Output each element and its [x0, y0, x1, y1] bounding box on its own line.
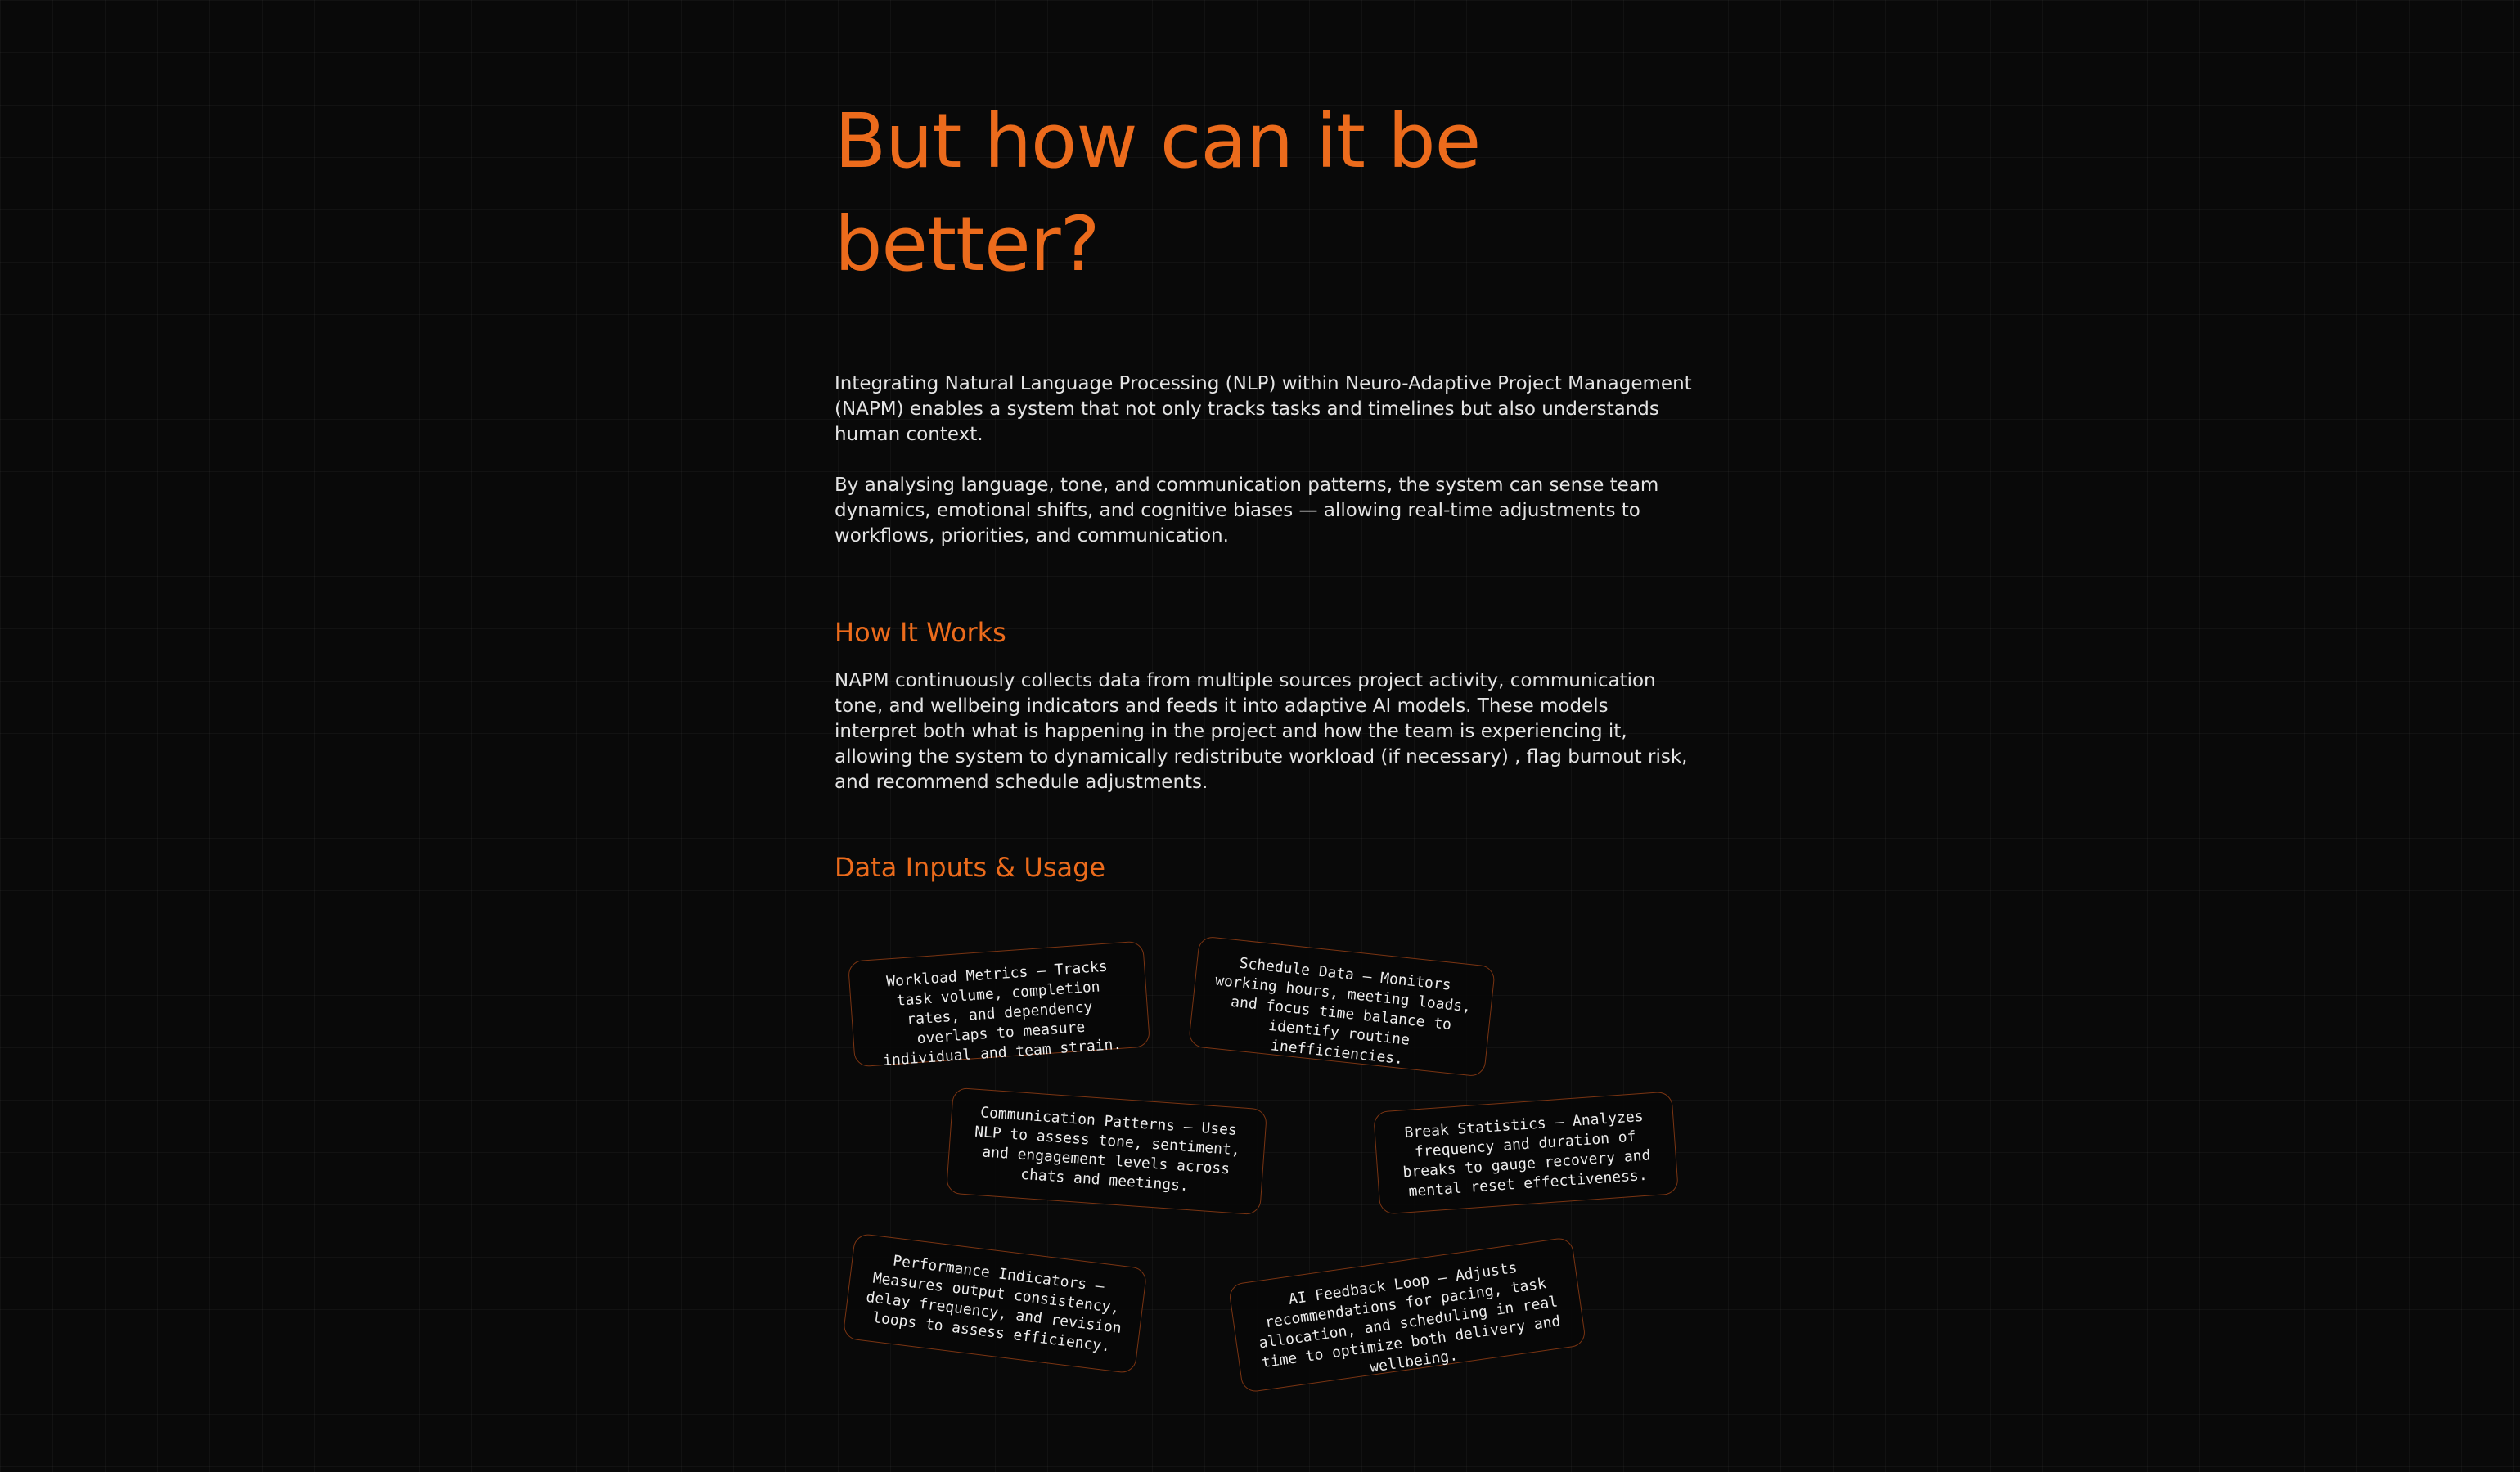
performance-indicators-card: Performance Indicators – Measures output consistency, delay frequency, and revision loops to assess efficiency. [842, 1233, 1147, 1375]
workload-metrics-card: Workload Metrics – Tracks task volume, completion rates, and dependency overlaps to measure individual and team strain. [848, 941, 1150, 1068]
schedule-data-card: Schedule Data – Monitors working hours, meeting loads, and focus time balance to identify routine inefficiencies. [1188, 935, 1496, 1077]
ai-feedback-loop-card: AI Feedback Loop – Adjusts recommendations for pacing, task allocation, and scheduling in real time to optimize both delivery and wellbeing. [1228, 1236, 1587, 1393]
intro-paragraph-2: By analysing language, tone, and communication patterns, the system can sense team dynamics, emotional shifts, and cognitive biases — allowing real-time adjustments to workflows, priorities, and communication. [835, 475, 1659, 547]
intro-paragraph-1: Integrating Natural Language Processing (NLP) within Neuro-Adaptive Project Management (NAPM) enables a system that not only tracks tasks and timelines but also understands human context. [835, 373, 1692, 445]
break-statistics-card: Break Statistics – Analyzes frequency and duration of breaks to gauge recovery and mental reset effectiveness. [1373, 1091, 1679, 1214]
how-it-works-body: NAPM continuously collects data from multiple sources project activity, communication tone, and wellbeing indicators and feeds it into adaptive AI models. These models interpret both what is happening in the project and how the team is experiencing it, allowing the system to dynamically redistribute workload (if necessary) , flag burnout risk, and recommend schedule adjustments. [835, 670, 1688, 793]
main-content [835, 90, 1718, 884]
intro-section [835, 371, 1718, 549]
how-it-works-heading: How It Works [835, 617, 1006, 648]
communication-patterns-card: Communication Patterns – Uses NLP to assess tone, sentiment, and engagement levels across chats and meetings. [946, 1087, 1267, 1216]
data-inputs-section [835, 851, 1718, 884]
how-it-works-section [835, 616, 1718, 795]
page-title: But how can it be better? [835, 97, 1481, 288]
data-inputs-heading: Data Inputs & Usage [835, 852, 1106, 883]
